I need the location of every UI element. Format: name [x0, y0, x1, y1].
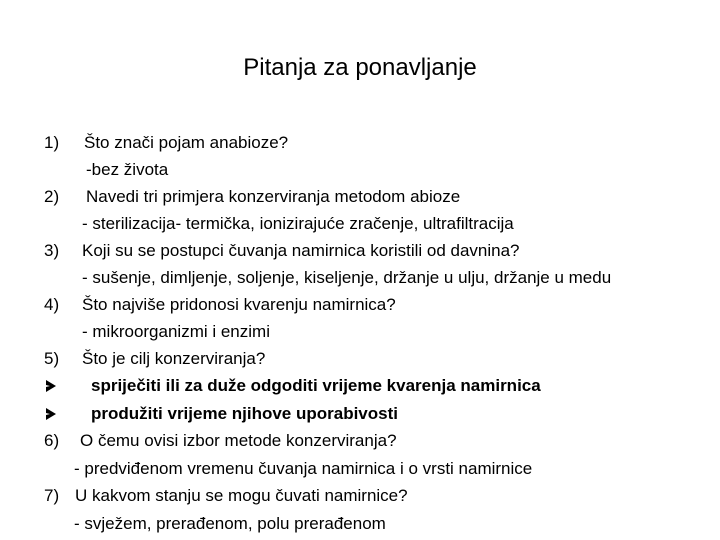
arrow-bullet-icon [46, 401, 56, 428]
question-text: U kakvom stanju se mogu čuvati namirnice? [75, 486, 408, 505]
question-text: Što znači pojam anabioze? [84, 133, 289, 152]
question-text: Navedi tri primjera konzerviranja metodom abioze [86, 187, 461, 206]
list-number: 3) [44, 241, 60, 260]
list-number: 6) [44, 431, 60, 450]
page-title: Pitanja za ponavljanje [243, 54, 477, 81]
answer-text: - predviđenom vremenu čuvanja namirnica i o vrsti namirnice [74, 459, 533, 478]
list-number: 5) [44, 349, 60, 368]
answer-text: spriječiti ili za duže odgoditi vrijeme kvarenja namirnica [91, 376, 541, 395]
arrow-bullet-icon [46, 373, 56, 400]
answer-text: produžiti vrijeme njihove uporabivosti [91, 404, 398, 423]
list-number: 7) [44, 486, 60, 505]
question-text: Koji su se postupci čuvanja namirnica koristili od davnina? [82, 241, 520, 260]
answer-text: -bez života [86, 160, 169, 179]
list-number: 4) [44, 295, 60, 314]
answer-text: - sterilizacija- termička, ionizirajuće zračenje, ultrafiltracija [82, 214, 514, 233]
answer-text: - svježem, prerađenom, polu prerađenom [74, 514, 386, 533]
question-text: Što je cilj konzerviranja? [82, 349, 266, 368]
answer-text: - mikroorganizmi i enzimi [82, 322, 270, 341]
question-text: Što najviše pridonosi kvarenju namirnica? [82, 295, 396, 314]
answer-text: - sušenje, dimljenje, soljenje, kiseljenje, držanje u ulju, držanje u medu [82, 268, 612, 287]
list-number: 1) [44, 133, 60, 152]
list-number: 2) [44, 187, 60, 206]
question-text: O čemu ovisi izbor metode konzerviranja? [80, 431, 397, 450]
